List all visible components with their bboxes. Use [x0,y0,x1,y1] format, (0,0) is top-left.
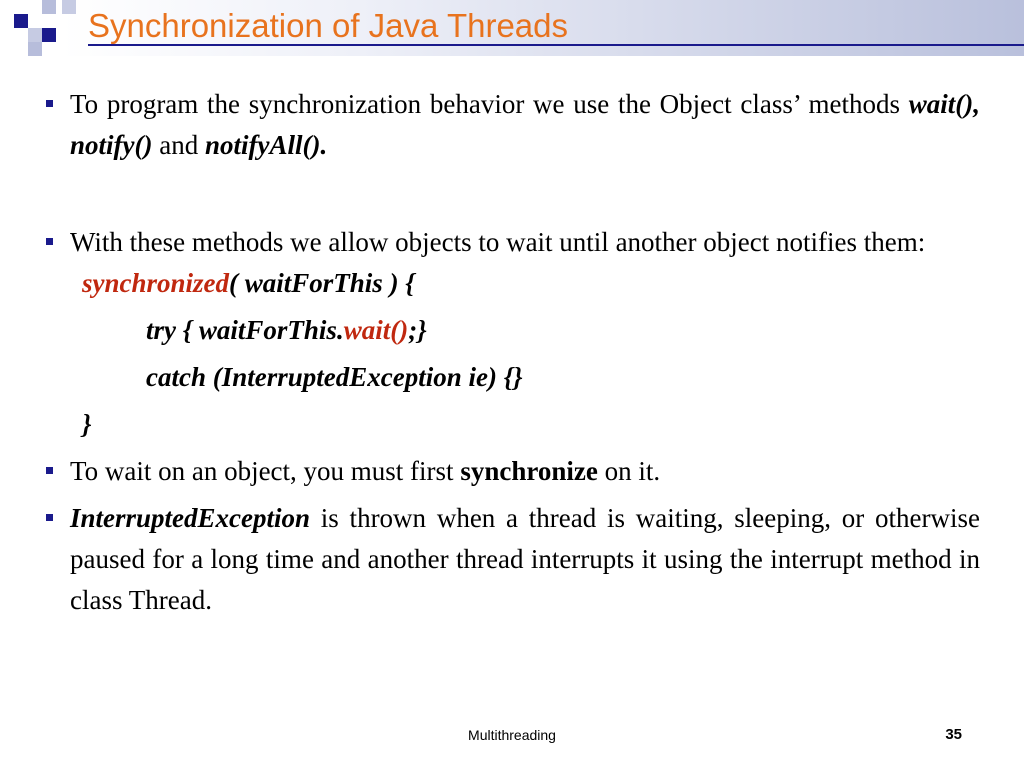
logo-square [62,0,76,14]
logo-square [28,42,42,56]
code-line: catch (InterruptedException ie) {} [146,362,523,392]
text-run: To wait on an object, you must first [70,456,461,486]
code-text: try { waitForThis. [146,315,344,345]
logo-square [14,14,28,28]
code-line: } [82,409,92,439]
bullet-item [40,451,980,492]
exception-term: InterruptedException [70,503,311,533]
spacer [40,166,980,222]
text-run: on it. [597,456,661,486]
page-number: 35 [945,726,962,743]
footer-label: Multithreading [468,727,556,743]
text-run: To program the synchronization behavior we use the Object class’ methods [70,89,909,119]
code-text: ( waitForThis ) { [229,268,415,298]
method-name: notifyAll(). [204,130,328,160]
bullet-item [40,222,980,263]
bullet-square-icon [46,467,53,474]
code-line [40,310,980,351]
slide-body [40,84,980,621]
bullet-square-icon [46,238,53,245]
bullet-square-icon [46,514,53,521]
code-keyword: synchronized [82,268,230,298]
logo-square [42,28,56,42]
bullet-item [40,84,980,166]
bullet-text: With these methods we allow objects to wait until another object notifies them: [70,227,926,257]
logo-square [42,0,56,14]
text-run: is thrown when a thread is waiting, sleeping, or otherwise paused for a long time and another thread interrupts it using the interrupt method in class Thread. [70,503,980,615]
code-line [40,263,980,304]
title-underline [88,44,1024,46]
bullet-text [70,451,980,492]
method-names: wait(), notify() [70,89,980,160]
logo-square [28,28,42,42]
bullet-item [40,498,980,621]
bullet-text [70,498,980,621]
code-keyword: wait() [343,315,409,345]
bullet-text [70,84,980,166]
slide-title: Synchronization of Java Threads [88,7,568,44]
text-run: and [152,130,205,160]
code-text: ;} [408,315,427,345]
bullet-square-icon [46,100,53,107]
bold-term: synchronize [460,456,598,486]
